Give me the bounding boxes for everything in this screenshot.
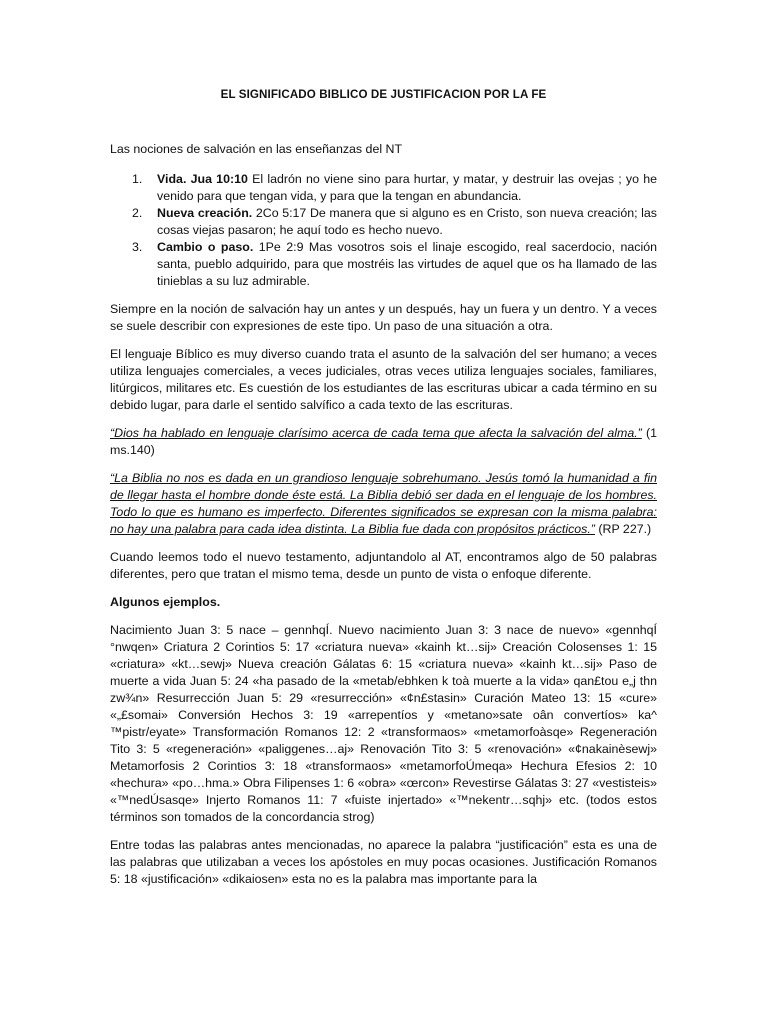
paragraph-justification: Entre todas las palabras antes mencionadas, no aparece la palabra “justificación” esta es una de las palabras que utilizaban a veces los apóstoles en muy pocas ocasiones. Justificación Romanos 5: 18 «justificación» «dikaiosen» esta no es la palabra mas importante para la: [110, 838, 657, 886]
quote-paragraph-2: [110, 470, 657, 538]
list-number: 2.: [132, 206, 143, 220]
paragraph-biblical-language: El lenguaje Bíblico es muy diverso cuando trata el asunto de la salvación del ser humano; a veces utiliza lenguajes comerciales, a veces judiciales, otras veces utiliza lenguajes sociales, familiares, litúrgicos, militares etc. Es cuestión de los estudiantes de las escrituras ubicar a cada término en su debido lugar, para darle el sentido salvífico a cada texto de las escrituras.: [110, 347, 657, 412]
list-text: El ladrón no viene sino para hurtar, y matar, y destruir las ovejas ; yo he venido para que tengan vida, y para que la tengan en abundancia.: [157, 172, 657, 203]
document-body: [110, 86, 657, 899]
quote-text: “La Biblia no nos es dada en un grandioso lenguaje sobrehumano. Jesús tomó la humanidad a fin de llegar hasta el hombre donde éste está. La Biblia debió ser dada en el lenguaje de los hombres. Todo lo que es humano es imperfecto. Diferentes significados se expresan con la misma palabra: no hay una palabra para cada idea distinta. La Biblia fue dada con propósitos prácticos.”: [110, 471, 657, 536]
list-term: Cambio o paso.: [157, 240, 254, 254]
list-item: [110, 171, 657, 205]
paragraph-salvation-before-after: Siempre en la noción de salvación hay un antes y un después, hay un fuera y un dentro. Y a veces se suele describir con expresiones de este tipo. Un paso de una situación a otra.: [110, 302, 657, 333]
list-item: [110, 205, 657, 239]
examples-heading-text: Algunos ejemplos.: [110, 595, 221, 609]
quote-text: “Dios ha hablado en lenguaje clarísimo acerca de cada tema que afecta la salvación del alma.”: [110, 426, 642, 440]
list-text: 2Co 5:17 De manera que si alguno es en Cristo, son nueva creación; las cosas viejas pasaron; he aquí todo es hecho nuevo.: [157, 206, 657, 237]
intro-line: Las nociones de salvación en las enseñanzas del NT: [110, 142, 403, 156]
examples-heading: [110, 594, 657, 611]
list-number: 1.: [132, 172, 143, 186]
list-text: 1Pe 2:9 Mas vosotros sois el linaje escogido, real sacerdocio, nación santa, pueblo adquirido, para que mostréis las virtudes de aquel que os ha llamado de las tinieblas a su luz admirable.: [157, 240, 657, 288]
paragraph-fifty-words: Cuando leemos todo el nuevo testamento, adjuntandolo al AT, encontramos algo de 50 palabras diferentes, pero que tratan el mismo tema, desde un punto de vista o enfoque diferente.: [110, 550, 657, 581]
quote-reference: (1 ms.140): [110, 426, 657, 457]
salvation-list: [110, 171, 657, 290]
list-item: [110, 239, 657, 290]
quote-paragraph-1: [110, 425, 657, 459]
quote-reference: (RP 227.): [594, 522, 652, 536]
page-title: EL SIGNIFICADO BIBLICO DE JUSTIFICACION POR LA FE: [220, 88, 547, 101]
list-term: Nueva creación.: [157, 206, 253, 220]
list-term: Vida. Jua 10:10: [157, 172, 248, 186]
list-number: 3.: [132, 240, 143, 254]
paragraph-examples: Nacimiento Juan 3: 5 nace – gennhqÍ. Nuevo nacimiento Juan 3: 3 nace de nuevo» «gennhqÍ °nwqen» Criatura 2 Corintios 5: 17 «criatura nueva» «kainh kt…sij» Creación Colosenses 1: 15 «criatura» «kt…sewj» Nueva creación Gálatas 6: 15 «criatura nueva» «kainh kt…sij» Paso de muerte a vida Juan 5: 24 «ha pasado de la «metab/ebhken k toà muerte a la vida» qan£tou e„j thn zw¾n» Resurrección Juan 5: 29 «resurrección» «¢n£stasin» Curación Mateo 13: 15 «cure» «„£somai» Conversión Hechos 3: 19 «arrepentíos y «metano»sate oân convertíos» ka^ ™pistr/eyate» Transformación Romanos 12: 2 «transformaos» «metamorfoàsqe» Regeneración Tito 3: 5 «regeneración» «paliggenes…aj» Renovación Tito 3: 5 «renovación» «¢nakainèsewj» Metamorfosis 2 Corintios 3: 18 «transformaos» «metamorfoÚmeqa» Hechura Efesios 2: 10 «hechura» «po…hma.» Obra Filipenses 1: 6 «obra» «œrcon» Revestirse Gálatas 3: 27 «vestisteis» «™nedÚsasqe» Injerto Romanos 11: 7 «fuiste injertado» «™nekentr…sqhj» etc. (todos estos términos son tomados de la concordancia strog): [110, 623, 657, 824]
